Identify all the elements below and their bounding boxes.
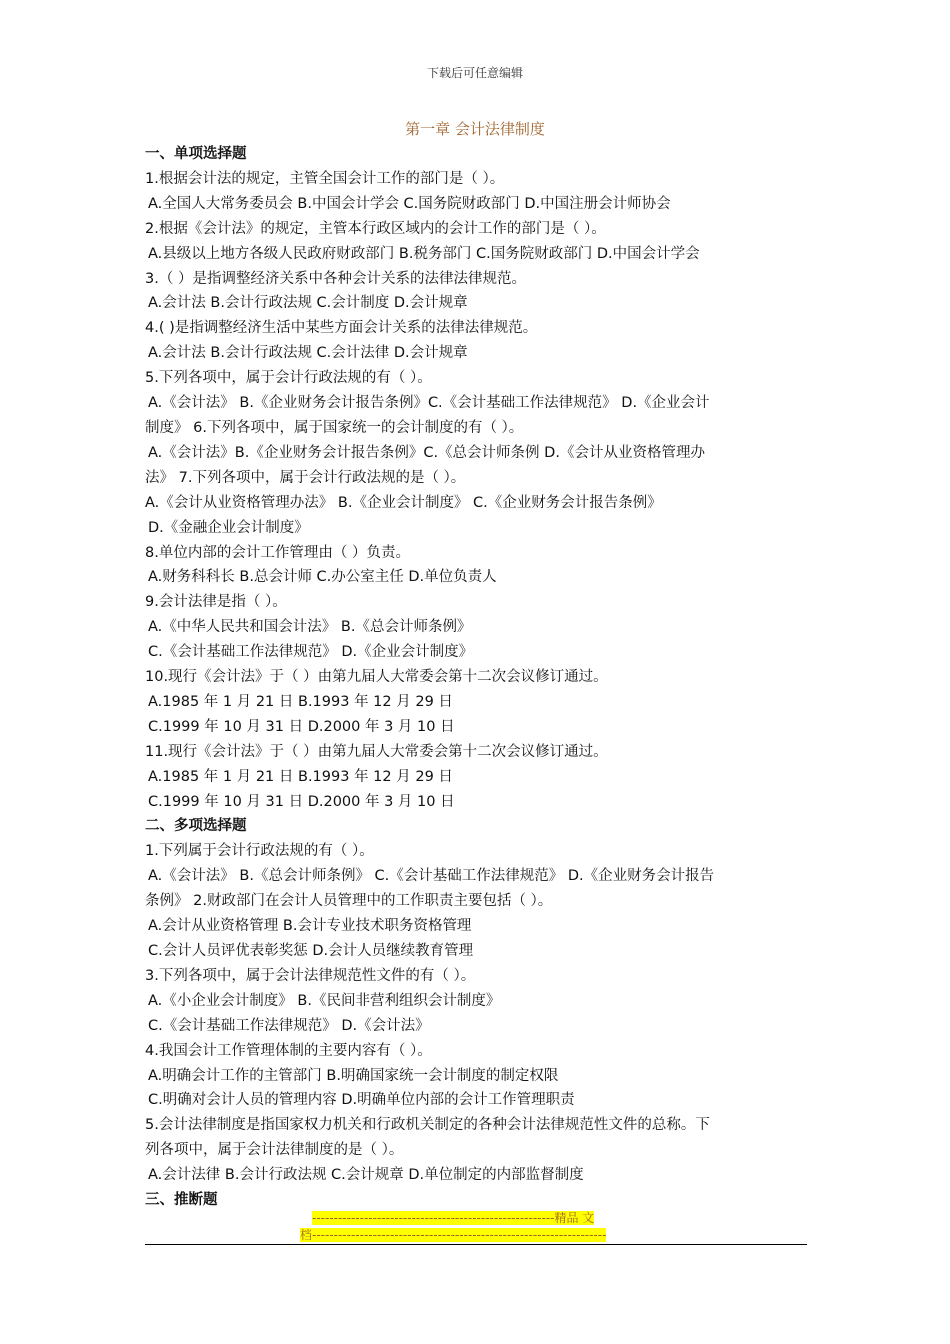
text-line: 条例》 2.财政部门在会计人员管理中的工作职责主要包括（ ）。 [145, 893, 553, 910]
text-line: C.《会计基础工作法律规范》 D.《会计法》 [148, 1017, 430, 1034]
text-line: 1.下列属于会计行政法规的有（ ）。 [145, 843, 374, 860]
text-line: A.1985 年 1 月 21 日 B.1993 年 12 月 29 日 [148, 693, 453, 710]
text-line: 1.根据会计法的规定，主管全国会计工作的部门是（ ）。 [145, 170, 505, 187]
chapter-title: 第一章 会计法律制度 [405, 120, 545, 138]
document-body [145, 142, 810, 1213]
text-line: 11.现行《会计法》于（ ）由第九届人大常委会第十二次会议修订通过。 [145, 743, 608, 760]
text-line: C.1999 年 10 月 31 日 D.2000 年 3 月 10 日 [148, 793, 455, 810]
text-line: A.《会计法》 B.《总会计师条例》 C.《会计基础工作法律规范》 D.《企业财务会计报告 [148, 868, 715, 885]
text-line: A.明确会计工作的主管部门 B.明确国家统一会计制度的制定权限 [148, 1067, 559, 1084]
text-line: 4.我国会计工作管理体制的主要内容有（ ）。 [145, 1042, 432, 1059]
text-line: A.1985 年 1 月 21 日 B.1993 年 12 月 29 日 [148, 768, 453, 785]
text-line: A.会计从业资格管理 B.会计专业技术职务资格管理 [148, 918, 472, 935]
text-line: C.《会计基础工作法律规范》 D.《企业会计制度》 [148, 644, 474, 661]
text-line: 5.下列各项中，属于会计行政法规的有（ ）。 [145, 370, 432, 387]
text-line: 制度》 6.下列各项中，属于国家统一的会计制度的有（ ）。 [145, 419, 524, 436]
text-line: A.会计法 B.会计行政法规 C.会计法律 D.会计规章 [148, 345, 468, 362]
text-line: A.会计法律 B.会计行政法规 C.会计规章 D.单位制定的内部监督制度 [148, 1167, 584, 1184]
section-heading: 三、推断题 [145, 1192, 218, 1209]
text-line: C.会计人员评优表彰奖惩 D.会计人员继续教育管理 [148, 943, 474, 959]
text-line: A.财务科科长 B.总会计师 C.办公室主任 D.单位负责人 [148, 569, 497, 586]
text-line: A.《小企业会计制度》 B.《民间非营利组织会计制度》 [148, 992, 501, 1009]
text-line: A.《中华人民共和国会计法》 B.《总会计师条例》 [148, 619, 472, 636]
page-header: 下载后可任意编辑 [426, 66, 523, 80]
text-line: 9.会计法律是指（ ）。 [145, 594, 287, 611]
text-line: 法》 7.下列各项中，属于会计行政法规的是（ ）。 [145, 469, 466, 486]
text-line: 4.( )是指调整经济生活中某些方面会计关系的法律法律规范。 [145, 320, 538, 337]
section-heading: 一、单项选择题 [145, 146, 247, 162]
text-line: 3.下列各项中，属于会计法律规范性文件的有（ ）。 [145, 967, 476, 984]
text-line: C.明确对会计人员的管理内容 D.明确单位内部的会计工作管理职责 [148, 1092, 575, 1109]
footer-line-2: 档-------------------------------------------------------------------- [300, 1228, 607, 1242]
text-line: A.《会计法》 B.《企业财务会计报告条例》C.《会计基础工作法律规范》 D.《企业会计 [148, 395, 710, 412]
text-line: A.县级以上地方各级人民政府财政部门 B.税务部门 C.国务院财政部门 D.中国会计学会 [148, 245, 700, 262]
footer-watermark [300, 1210, 650, 1244]
text-line: D.《金融企业会计制度》 [148, 519, 309, 536]
text-line: 2.根据《会计法》的规定，主管本行政区域内的会计工作的部门是（ ）。 [145, 220, 606, 237]
text-line: 5.会计法律制度是指国家权力机关和行政机关制定的各种会计法律规范性文件的总称。下 [145, 1117, 710, 1134]
footer-line-1: --------------------------------------------------------精品 文 [312, 1211, 595, 1225]
footer-rule [145, 1244, 807, 1245]
text-line: 10.现行《会计法》于（ ）由第九届人大常委会第十二次会议修订通过。 [145, 669, 608, 686]
text-line: A.会计法 B.会计行政法规 C.会计制度 D.会计规章 [148, 295, 468, 312]
text-line: A.《会计从业资格管理办法》 B.《企业会计制度》 C.《企业财务会计报告条例》 [145, 494, 662, 511]
text-line: A.全国人大常务委员会 B.中国会计学会 C.国务院财政部门 D.中国注册会计师协会 [148, 195, 671, 212]
text-line: A.《会计法》B.《企业财务会计报告条例》C.《总会计师条例 D.《会计从业资格管理办 [148, 444, 705, 461]
section-heading: 二、多项选择题 [145, 818, 247, 835]
text-line: 8.单位内部的会计工作管理由（ ）负责。 [145, 544, 410, 561]
text-line: 3.（ ）是指调整经济关系中各种会计关系的法律法律规范。 [145, 270, 526, 287]
text-line: 列各项中，属于会计法律制度的是（ ）。 [145, 1142, 404, 1159]
text-line: C.1999 年 10 月 31 日 D.2000 年 3 月 10 日 [148, 718, 455, 735]
